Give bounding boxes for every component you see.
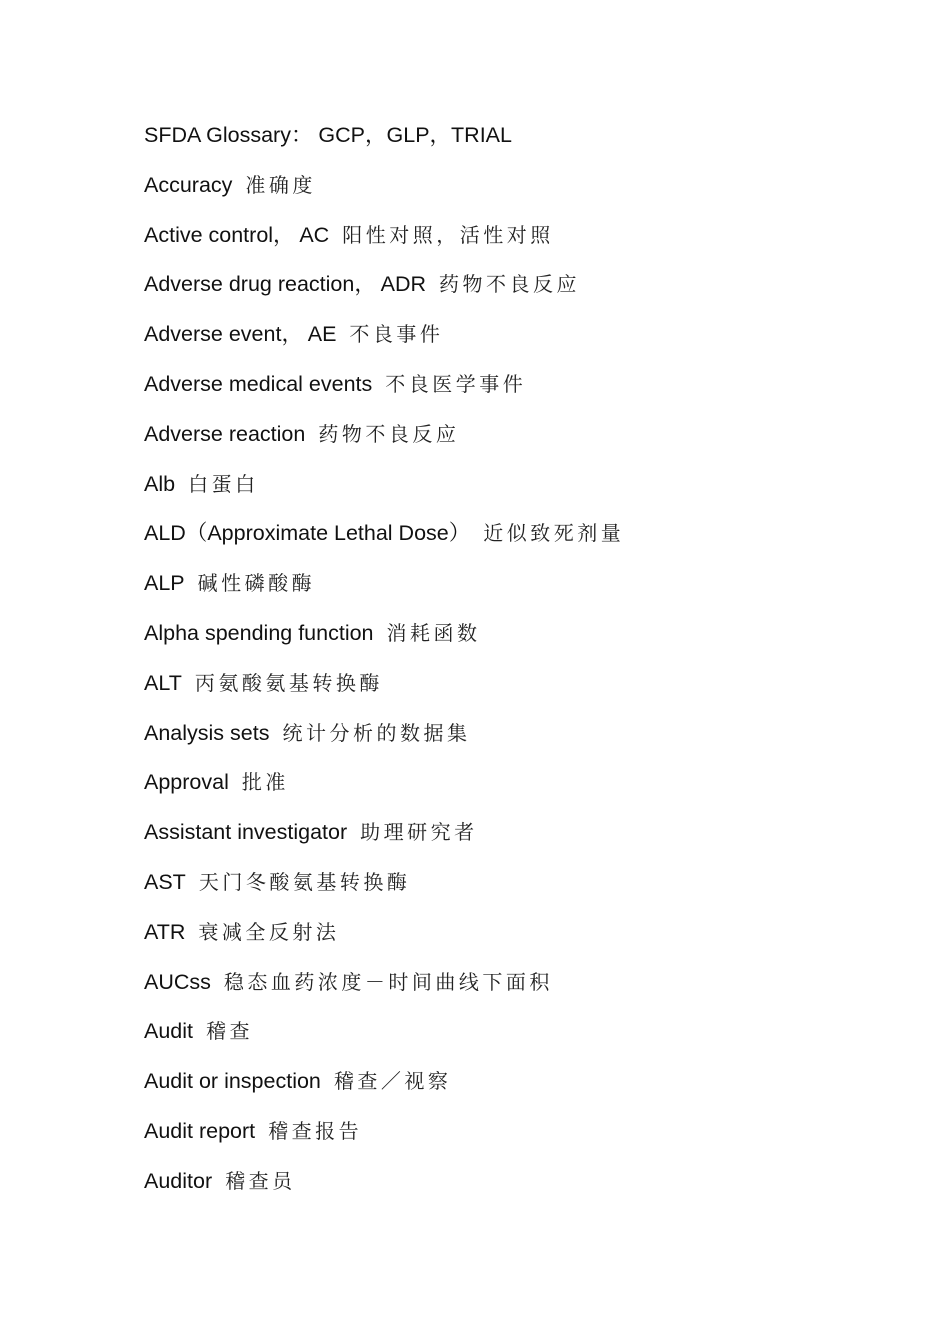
entry-translation: 天门冬酸氨基转换酶 <box>198 869 411 894</box>
entry-translation: 药物不良反应 <box>439 272 581 297</box>
glossary-entry <box>144 915 904 965</box>
entry-term: Adverse drug reaction， ADR <box>144 272 427 297</box>
glossary-entry <box>144 1114 904 1164</box>
entry-translation: 阳性对照，活性对照 <box>342 222 554 247</box>
entry-term: Approval <box>144 770 229 795</box>
entry-term: Assistant investigator <box>144 820 348 845</box>
glossary-title <box>144 118 904 168</box>
glossary-list <box>144 118 904 1214</box>
entry-term: Adverse event， AE <box>144 322 337 347</box>
entry-term: ALD（Approximate Lethal Dose） <box>144 521 471 546</box>
entry-translation: 统计分析的数据集 <box>282 720 471 745</box>
entry-term: Adverse reaction <box>144 421 306 446</box>
entry-term: Alpha spending function <box>144 620 374 645</box>
glossary-title-text: SFDA Glossary： GCP，GLP，TRIAL <box>144 123 512 147</box>
entry-translation: 近似致死剂量 <box>483 521 625 546</box>
entry-translation: 白蛋白 <box>188 471 259 496</box>
entry-translation: 稳态血药浓度－时间曲线下面积 <box>223 969 553 994</box>
entry-term: Active control， AC <box>144 222 330 247</box>
glossary-entry <box>144 815 904 865</box>
entry-term: Analysis sets <box>144 720 270 745</box>
entry-translation: 批准 <box>241 770 289 795</box>
glossary-entry <box>144 417 904 467</box>
glossary-entry <box>144 267 904 317</box>
entry-translation: 稽查 <box>206 1019 254 1044</box>
entry-translation: 丙氨酸氨基转换酶 <box>194 670 383 695</box>
glossary-entry <box>144 616 904 666</box>
entry-translation: 稽查员 <box>225 1168 296 1193</box>
entry-term: Audit or inspection <box>144 1069 321 1094</box>
entry-term: Audit <box>144 1019 194 1044</box>
glossary-entry <box>144 317 904 367</box>
entry-term: Audit report <box>144 1118 256 1143</box>
entry-translation: 不良医学事件 <box>385 371 527 396</box>
glossary-entry <box>144 168 904 218</box>
entry-translation: 衰减全反射法 <box>198 919 340 944</box>
entry-term: ATR <box>144 919 186 944</box>
entry-translation: 助理研究者 <box>360 820 478 845</box>
glossary-entry <box>144 566 904 616</box>
entry-term: Accuracy <box>144 172 233 197</box>
entry-term: Alb <box>144 471 176 496</box>
entry-term: AST <box>144 869 186 894</box>
glossary-entry <box>144 516 904 566</box>
entry-translation: 药物不良反应 <box>318 421 460 446</box>
glossary-entry <box>144 367 904 417</box>
glossary-entry <box>144 1164 904 1214</box>
glossary-entry <box>144 1064 904 1114</box>
entry-term: ALT <box>144 670 182 695</box>
glossary-entry <box>144 218 904 268</box>
entry-term: ALP <box>144 571 185 596</box>
glossary-entry <box>144 865 904 915</box>
entry-term: Adverse medical events <box>144 371 373 396</box>
glossary-entry <box>144 765 904 815</box>
entry-translation: 消耗函数 <box>386 620 481 645</box>
glossary-entry <box>144 965 904 1015</box>
entry-term: AUCss <box>144 969 211 994</box>
entry-translation: 稽查报告 <box>268 1118 363 1143</box>
entry-translation: 稽查／视察 <box>333 1069 452 1094</box>
glossary-entry <box>144 716 904 766</box>
glossary-entry <box>144 666 904 716</box>
entry-term: Auditor <box>144 1168 213 1193</box>
entry-translation: 不良事件 <box>349 322 444 347</box>
entry-translation: 碱性磷酸酶 <box>197 571 316 596</box>
entry-translation: 准确度 <box>245 172 316 197</box>
glossary-entry <box>144 467 904 517</box>
glossary-entry <box>144 1014 904 1064</box>
